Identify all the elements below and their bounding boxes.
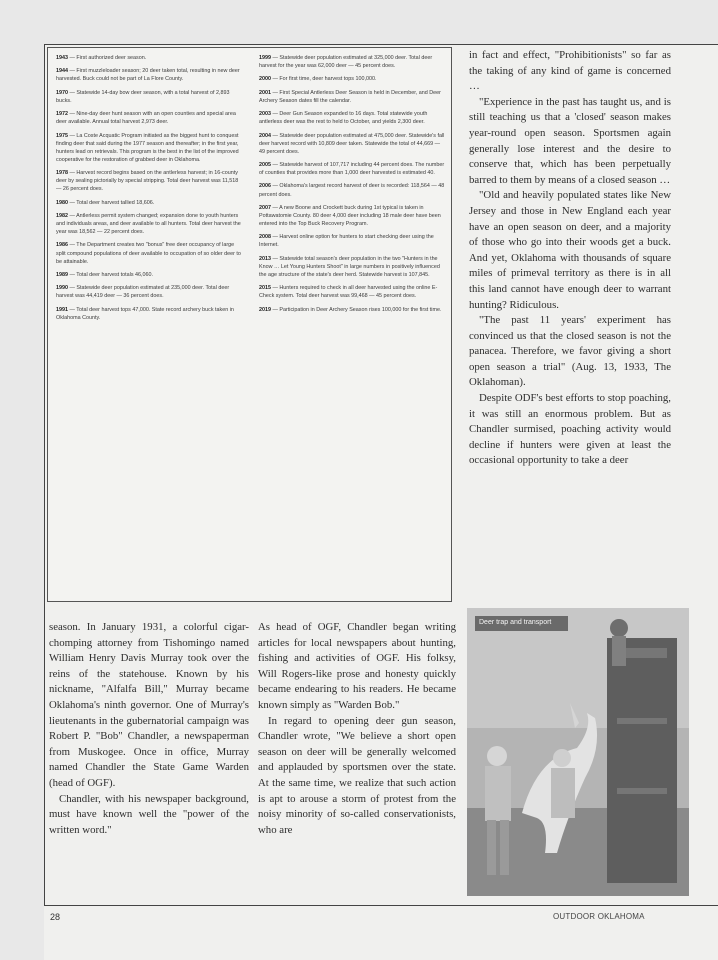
timeline-text: — A new Boone and Crockett buck during 1st typical is taken in Pottawatomie County. 80 deer 4,000 deer including 18 male deer have been entered into the Top Buck Recovery Program.: [259, 204, 441, 228]
timeline-text: — Hunters required to check in all deer harvested using the online E-Check system. Total deer harvest was 99,468 — 45 percent does.: [259, 285, 438, 300]
timeline-text: — La Coste Acquatic Program initiated as the biggest hunt to conquest finding deer that said during the 1977 season and thereafter; in the first year, hunters lead on retrievals. This program is the best in the list of the improved cooperative for the restoration of grabbed deer in Oklahoma.: [56, 132, 239, 163]
timeline-entry: [56, 169, 244, 193]
timeline-entry: [259, 110, 445, 126]
timeline-year: 2000: [259, 76, 271, 83]
timeline-column-left: [56, 54, 244, 327]
left-rule: [44, 44, 45, 906]
timeline-entry: [259, 284, 445, 300]
timeline-text: — Antlerless permit system changed; expansion done to youth hunters and individuals areas, and deer available to all hunters. Total deer harvest the year was 18,562 — 22 percent does.: [56, 212, 241, 236]
timeline-entry: [56, 67, 244, 83]
article-paragraph: Despite ODF's best efforts to stop poaching, it was still an enormous problem. But as Chandler surmised, poaching activity would decline if hunters were given at least the occasional opportunity to take a deer: [469, 392, 671, 467]
timeline-year: 1989: [56, 271, 68, 278]
timeline-entry: [259, 233, 445, 249]
timeline-entry: [259, 75, 445, 83]
timeline-entry: [56, 241, 244, 265]
timeline-year: 1982: [56, 212, 68, 219]
timeline-text: — First authorized deer season.: [69, 55, 147, 61]
timeline-text: — First Special Antlerless Deer Season is held in December, and Deer Archery Season dates fill the calendar.: [259, 89, 441, 104]
timeline-text: — Total deer harvest tops 47,000. State record archery buck taken in Oklahoma County.: [56, 306, 234, 321]
timeline-entry: [259, 54, 445, 70]
article-paragraph: As head of OGF, Chandler began writing articles for local newspapers about hunting, fishing and activities of OGF. His folksy, Will Rogers-like prose and honesty quickly became endearing to his readers. He became known simply as "Warden Bob.": [258, 621, 456, 711]
timeline-year: 1990: [56, 285, 68, 292]
timeline-year: 2001: [259, 89, 271, 96]
timeline-entry: [56, 110, 244, 126]
deer-history-timeline-box: [47, 47, 452, 602]
timeline-text: — Deer Gun Season expanded to 16 days. Total statewide youth antlerless deer was the rest to held to October, and yields 2,300 deer.: [259, 111, 428, 126]
article-paragraph: "The past 11 years' experiment has convinced us that the closed season is not the panacea. Therefore, we favor giving a short open season a trial" (Aug. 13, 1933, The Oklahoman).: [469, 314, 671, 389]
timeline-column-right: [259, 54, 445, 319]
page-number: 28: [50, 912, 61, 922]
article-paragraph: "Experience in the past has taught us, and is still teaching us that a 'closed' season makes year-round open season. Sportsmen again generally lose interest and the desire to conserve that, which has been perpetually barred to them by means of a closed season …: [469, 95, 671, 186]
timeline-entry: [56, 54, 244, 62]
timeline-year: 2007: [259, 204, 271, 211]
timeline-year: 1986: [56, 242, 68, 249]
timeline-year: 2004: [259, 132, 271, 139]
timeline-entry: [259, 182, 445, 198]
timeline-text: — Nine-day deer hunt season with an open counties and special area deer available. Annual total harvest 2,973 deer.: [56, 111, 236, 126]
timeline-year: 1975: [56, 132, 68, 139]
timeline-year: 1978: [56, 170, 68, 177]
timeline-entry: [259, 306, 445, 314]
timeline-text: — Harvest record begins based on the antlerless harvest; in 16-county deer by sealing pictorially by special stripping. Total deer harvest was 11,518 — 26 percent does.: [56, 170, 239, 193]
article-column-left: [49, 620, 249, 838]
article-paragraph: In regard to opening deer gun season, Chandler wrote, "We believe a short open season on deer will be generally welcomed and applauded by sportsmen over the state. At the same time, we realize that such action is apt to arouse a storm of protest from the noisy minority of so-called conservationists, who are: [258, 714, 456, 836]
timeline-entry: [56, 284, 244, 300]
timeline-text: — Statewide deer population estimated at 325,000 deer. Total deer harvest for the year was 62,000 deer — 45 percent does.: [259, 55, 433, 70]
timeline-year: 2005: [259, 162, 271, 169]
timeline-text: — Statewide total season's deer population in the two "Hunters in the Know … Let Young Hunters Shoot" in large numbers in positively influenced the age structure of the state's deer herd. Statewide harvest is 107,845.: [259, 255, 440, 278]
timeline-text: — Participation in Deer Archery Season rises 100,000 for the first time.: [272, 306, 442, 313]
top-rule: [44, 44, 718, 45]
timeline-year: 1944: [56, 68, 68, 75]
article-column-right-top: [469, 48, 671, 469]
timeline-year: 2015: [259, 285, 271, 292]
timeline-text: — The Department creates two "bonus" free deer occupancy of large split compound populations of deer available to occupation of so older deer to be attainable.: [56, 242, 241, 265]
timeline-year: 1999: [259, 55, 271, 61]
timeline-text: — Statewide 14-day bow deer season, with a total harvest of 2,893 bucks.: [56, 89, 230, 104]
article-column-middle: [258, 620, 456, 838]
timeline-year: 1980: [56, 199, 68, 206]
timeline-year: 2008: [259, 234, 271, 241]
article-paragraph: "Old and heavily populated states like New Jersey and those in New England each year have an open season on deer, and a majority of those who go into their woods get a buck. And yet, Oklahoma with thousands of square miles of primeval territory as there is in all this land cannot have enough deer to warrant hunting? Ridiculous.: [469, 189, 671, 311]
timeline-year: 1972: [56, 111, 68, 118]
timeline-year: 1970: [56, 89, 68, 96]
magazine-title: OUTDOOR OKLAHOMA: [553, 912, 645, 921]
timeline-text: — Statewide deer population estimated at 475,000 deer. Statewide's fall deer harvest record with 10,809 deer taken. Statewide the total of 44,669 — 49 percent does.: [259, 132, 445, 155]
article-paragraph: season. In January 1931, a colorful cigar-chomping attorney from Tishomingo named William Henry Davis Murray took over the reins of the statehouse. Known by his nickname, "Alfalfa Bill," Murray became Oklahoma's ninth governor. One of Murray's lieutenants in the gubernatorial campaign was Robert P. "Bob" Chandler, a newspaperman from Muskogee. Once in office, Murray named Chandler the State Game Warden (head of OGF).: [49, 621, 249, 789]
timeline-year: 2013: [259, 255, 271, 262]
timeline-text: — Statewide deer population estimated at 235,000 deer. Total deer harvest was 44,419 deer — 36 percent does.: [56, 285, 230, 300]
timeline-entry: [56, 132, 244, 164]
timeline-text: — Total deer harvest tallied 18,606.: [69, 199, 155, 206]
timeline-entry: [259, 132, 445, 156]
timeline-year: 2003: [259, 111, 271, 118]
photo-illustration: [467, 608, 689, 896]
timeline-entry: [259, 161, 445, 177]
timeline-entry: [259, 204, 445, 228]
timeline-text: — Statewide harvest of 107,717 including 44 percent does. The number of counties that provides more than 1,000 deer harvested is estimated 40.: [259, 162, 445, 177]
article-paragraph: in fact and effect, "Prohibitionists" so far as the taking of any kind of game is concerned …: [469, 49, 671, 93]
timeline-entry: [56, 306, 244, 322]
timeline-text: — First muzzleloader season; 20 deer taken total, resulting in new deer harvested. Buck could not be part of La Flore County.: [56, 68, 240, 83]
historic-photo-deer-trap: [467, 608, 689, 896]
timeline-year: 2006: [259, 183, 271, 190]
timeline-year: 2019: [259, 306, 271, 313]
photo-caption: Deer trap and transport: [475, 616, 568, 631]
timeline-text: — Oklahoma's largest record harvest of deer is recorded: 118,564 — 48 percent does.: [259, 183, 445, 198]
article-paragraph: Chandler, with his newspaper background, must have known well the "power of the written word.": [49, 792, 249, 836]
timeline-text: — Harvest online option for hunters to start checking deer using the Internet.: [259, 234, 434, 249]
timeline-entry: [56, 89, 244, 105]
timeline-year: 1943: [56, 55, 68, 61]
timeline-entry: [56, 271, 244, 279]
timeline-entry: [56, 212, 244, 236]
timeline-entry: [56, 199, 244, 207]
bottom-rule: [44, 905, 718, 906]
timeline-entry: [259, 255, 445, 279]
timeline-entry: [259, 89, 445, 105]
timeline-text: — For first time, deer harvest tops 100,000.: [272, 76, 377, 83]
timeline-text: — Total deer harvest totals 46,060.: [69, 271, 154, 278]
timeline-year: 1991: [56, 306, 68, 313]
